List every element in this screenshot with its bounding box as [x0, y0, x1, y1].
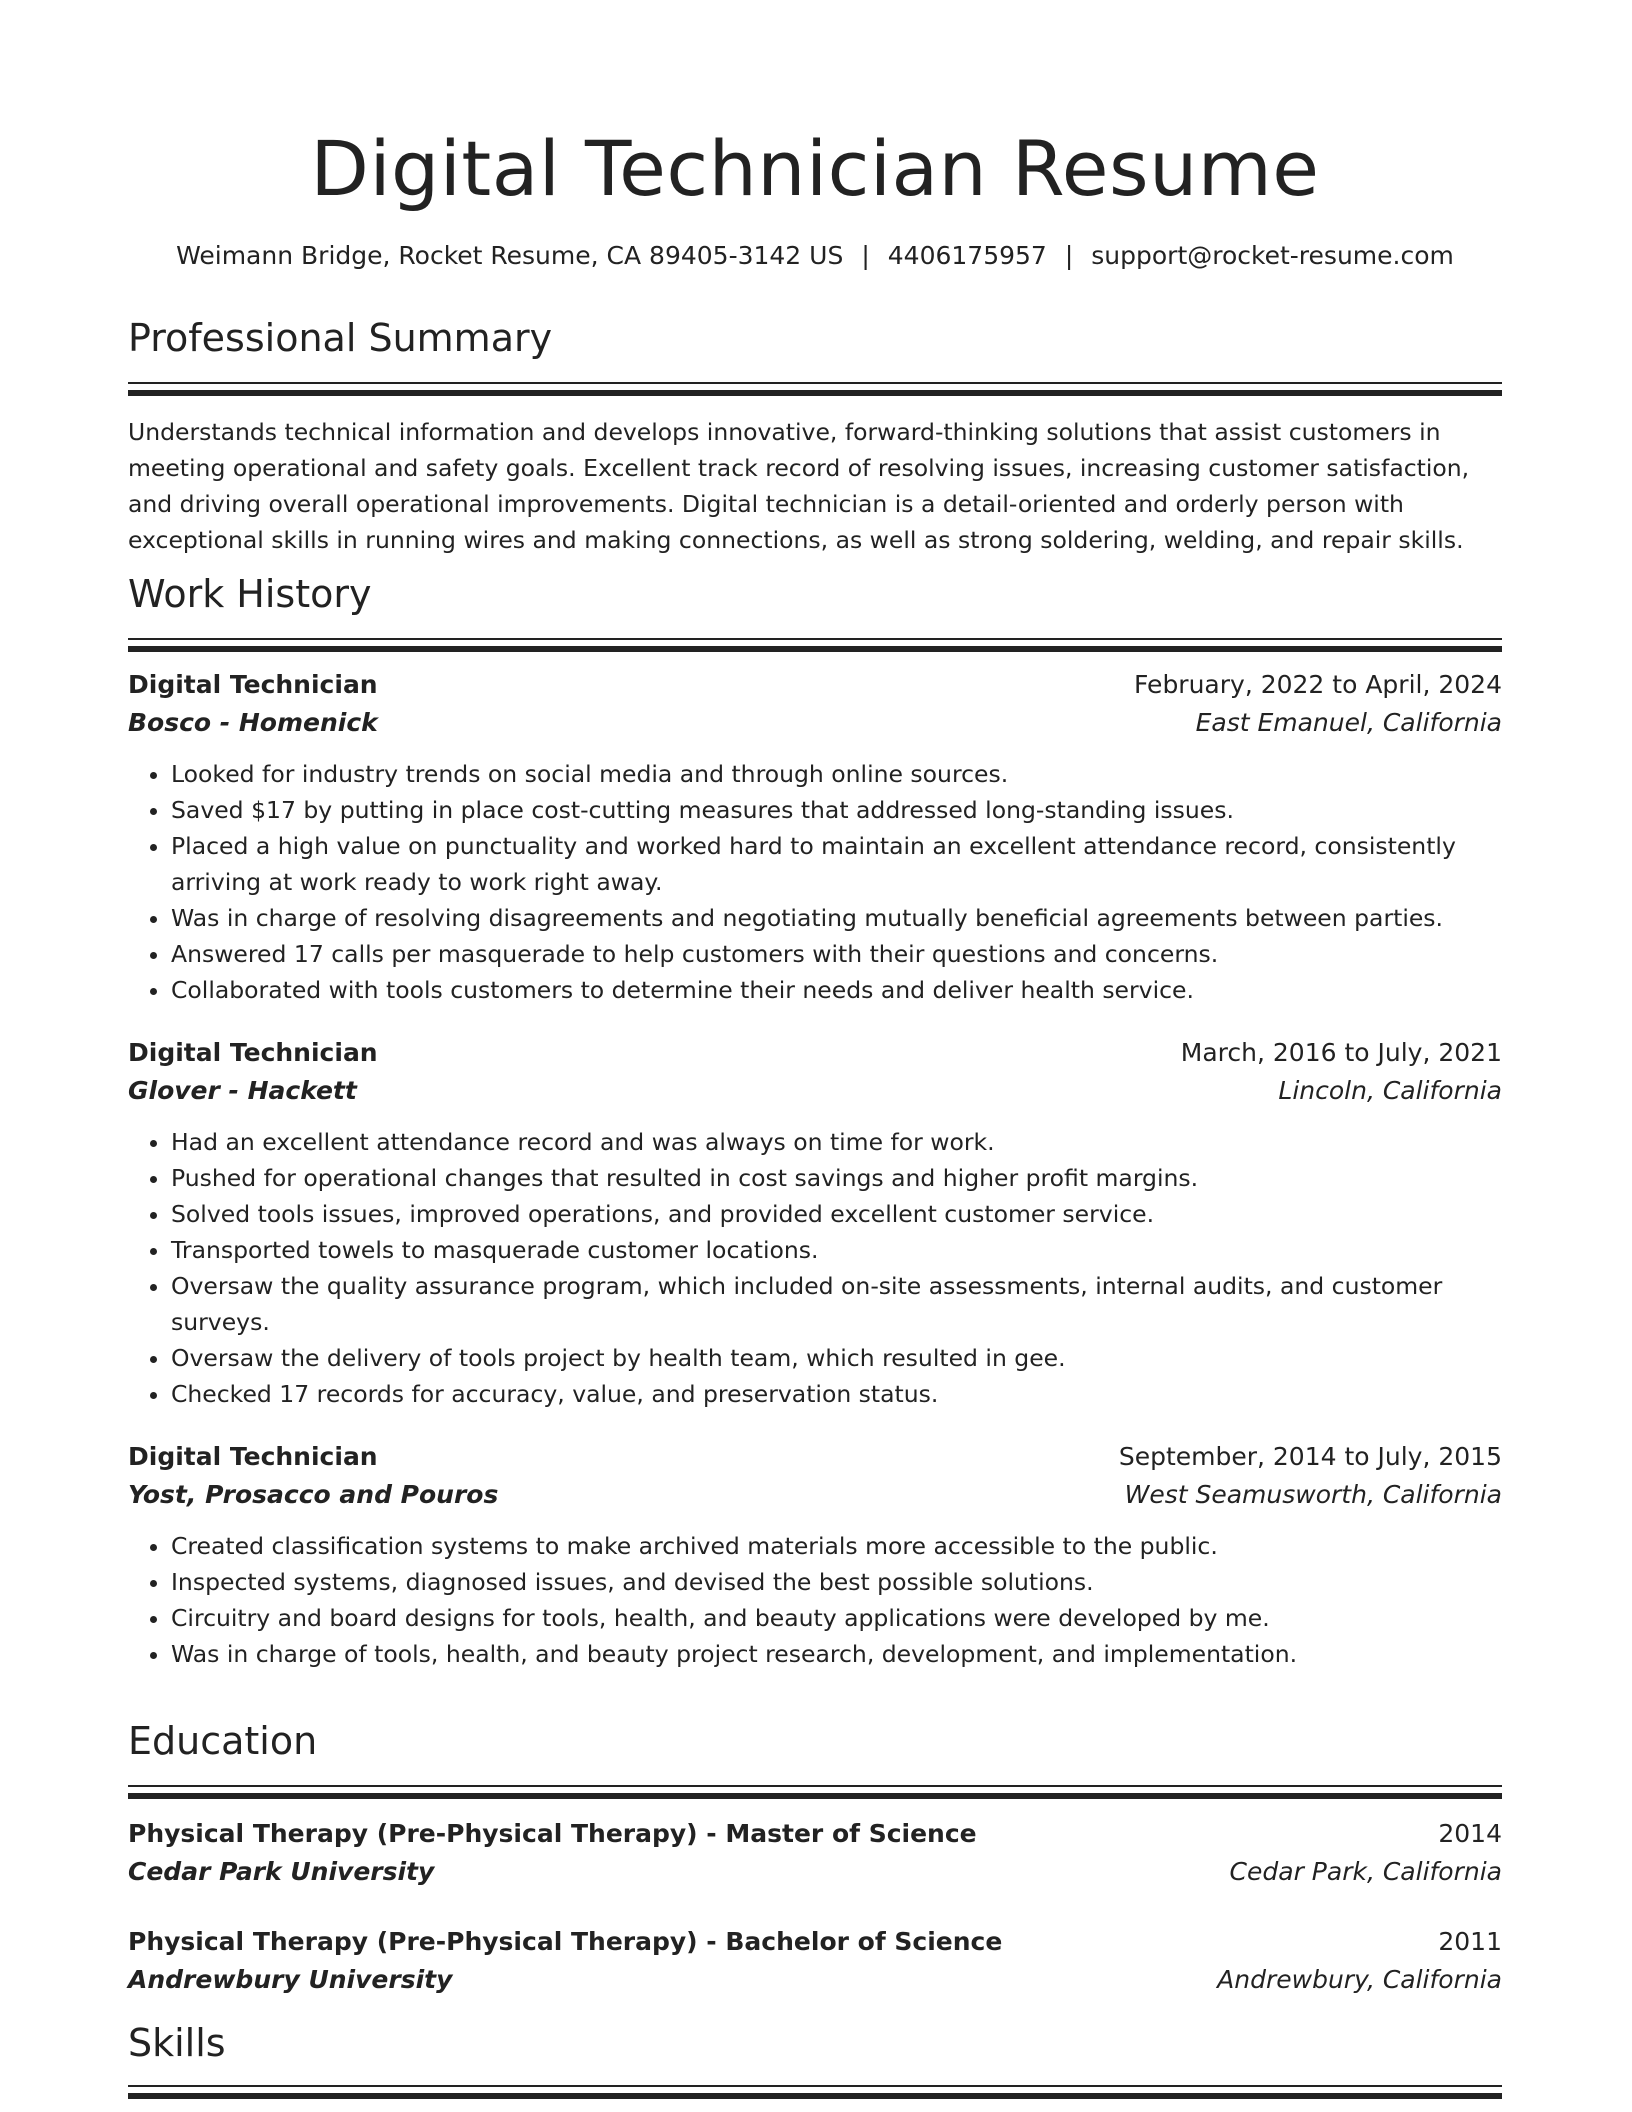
job-company: Bosco - Homenick: [128, 708, 378, 737]
contact-address: Weimann Bridge, Rocket Resume, CA 89405-3142 US: [176, 241, 844, 270]
list-item: • Was in charge of tools, health, and beauty project research, development, and implementation.: [171, 1636, 1502, 1672]
job-location: West Seamusworth, California: [1124, 1480, 1502, 1509]
job-company-row: [128, 1072, 1502, 1110]
job-company: Glover - Hackett: [128, 1076, 357, 1105]
contact-separator: |: [861, 241, 870, 270]
job-header-row: [128, 1034, 1502, 1072]
resume-page: [128, 0, 1502, 2065]
job-entry: [128, 666, 1502, 1008]
education-location: Cedar Park, California: [1229, 1857, 1502, 1886]
job-location: East Emanuel, California: [1195, 708, 1502, 737]
job-company: Yost, Prosacco and Pouros: [128, 1480, 499, 1509]
list-item: • Transported towels to masquerade customer locations.: [171, 1232, 1502, 1268]
section-heading-skills: Skills: [128, 2021, 226, 2065]
education-degree-row: [128, 1923, 1502, 1961]
list-item: • Created classification systems to make archived materials more accessible to the public.: [171, 1528, 1502, 1564]
education-school: Cedar Park University: [128, 1857, 435, 1886]
list-item: • Collaborated with tools customers to determine their needs and deliver health service.: [171, 972, 1502, 1008]
list-item: • Circuitry and board designs for tools, health, and beauty applications were developed by me.: [171, 1600, 1502, 1636]
summary-text: Understands technical information and develops innovative, forward-thinking solutions that assist customers in meeting operational and safety goals. Excellent track record of resolving issues, increasing customer satisfaction, and driving overall operational improvements. Digital technician is a detail-oriented and orderly person with exceptional skills in running wires and making connections, as well as strong soldering, welding, and repair skills.: [128, 418, 1470, 554]
job-company-row: [128, 704, 1502, 742]
contact-line: [128, 240, 1502, 272]
education-school-row: [128, 1961, 1502, 1999]
education-entry: [128, 1923, 1502, 1999]
job-title: Digital Technician: [128, 1038, 378, 1067]
work-history-section: [128, 570, 1502, 1672]
section-rule: [128, 638, 1502, 652]
contact-phone[interactable]: 4406175957: [887, 241, 1047, 270]
section-rule: [128, 382, 1502, 396]
job-bullets: [128, 1124, 1502, 1412]
section-rule: [128, 2085, 1502, 2099]
list-item: • Had an excellent attendance record and was always on time for work.: [171, 1124, 1502, 1160]
contact-separator: |: [1064, 241, 1074, 270]
job-header-row: [128, 1438, 1502, 1476]
list-item: • Inspected systems, diagnosed issues, and devised the best possible solutions.: [171, 1564, 1502, 1600]
job-dates: September, 2014 to July, 2015: [1118, 1442, 1502, 1471]
job-company-row: [128, 1476, 1502, 1514]
job-title: Digital Technician: [128, 670, 378, 699]
list-item: • Was in charge of resolving disagreements and negotiating mutually beneficial agreements between parties.: [171, 900, 1502, 936]
list-item: • Checked 17 records for accuracy, value, and preservation status.: [171, 1376, 1502, 1412]
job-bullets: [128, 1528, 1502, 1672]
contact-email[interactable]: support@rocket-resume.com: [1091, 241, 1454, 270]
education-year: 2014: [1438, 1819, 1502, 1848]
education-entry: [128, 1815, 1502, 1891]
list-item: • Answered 17 calls per masquerade to help customers with their questions and concerns.: [171, 936, 1502, 972]
list-item: • Oversaw the quality assurance program, which included on-site assessments, internal audits, and customer surveys.: [171, 1268, 1502, 1340]
list-item: • Solved tools issues, improved operations, and provided excellent customer service.: [171, 1196, 1502, 1232]
list-item: • Oversaw the delivery of tools project by health team, which resulted in gee.: [171, 1340, 1502, 1376]
education-degree: Physical Therapy (Pre-Physical Therapy) - Bachelor of Science: [128, 1927, 1003, 1956]
job-title: Digital Technician: [128, 1442, 378, 1471]
summary-section: [128, 314, 1502, 558]
job-dates: February, 2022 to April, 2024: [1134, 670, 1502, 699]
section-rule: [128, 1785, 1502, 1799]
list-item: • Pushed for operational changes that resulted in cost savings and higher profit margins.: [171, 1160, 1502, 1196]
education-degree-row: [128, 1815, 1502, 1853]
education-year: 2011: [1438, 1927, 1502, 1956]
job-dates: March, 2016 to July, 2021: [1180, 1038, 1502, 1067]
job-location: Lincoln, California: [1278, 1076, 1502, 1105]
education-location: Andrewbury, California: [1217, 1965, 1502, 1994]
education-section: [128, 1717, 1502, 1999]
resume-title: Digital Technician Resume: [310, 124, 1320, 213]
job-header-row: [128, 666, 1502, 704]
section-heading-work: Work History: [128, 572, 372, 616]
job-entry: [128, 1438, 1502, 1672]
skills-section: [128, 2019, 1502, 2099]
education-school: Andrewbury University: [128, 1965, 453, 1994]
list-item: • Saved $17 by putting in place cost-cutting measures that addressed long-standing issues.: [171, 792, 1502, 828]
job-entry: [128, 1034, 1502, 1412]
education-degree: Physical Therapy (Pre-Physical Therapy) - Master of Science: [128, 1819, 977, 1848]
job-bullets: [128, 756, 1502, 1008]
section-heading-education: Education: [128, 1719, 318, 1763]
list-item: • Looked for industry trends on social media and through online sources.: [171, 756, 1502, 792]
section-heading-summary: Professional Summary: [128, 316, 553, 360]
list-item: • Placed a high value on punctuality and worked hard to maintain an excellent attendance record, consistently arriving at work ready to work right away.: [171, 828, 1502, 900]
education-school-row: [128, 1853, 1502, 1891]
